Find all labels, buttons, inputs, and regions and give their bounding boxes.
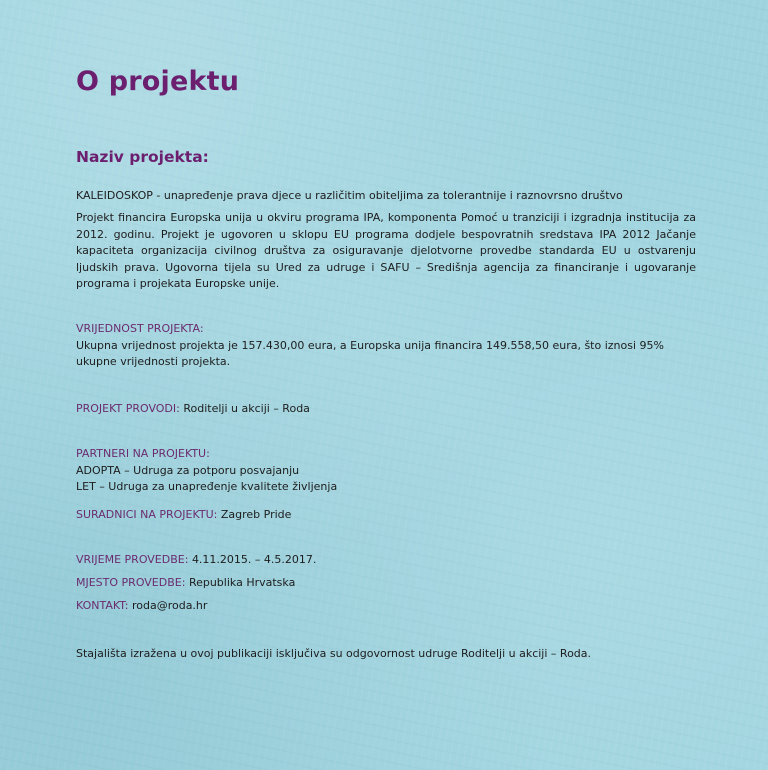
contact-label: KONTAKT: [76, 599, 129, 612]
duration-value: 4.11.2015. – 4.5.2017. [191, 553, 317, 566]
funding-paragraph: Projekt financira Europska unija u okviru programa IPA, komponenta Pomoć u tranziciji i izgradnja institucija za 2012. godinu. Projekt je ugovoren u sklopu EU programa dodjele bespovratnih sredstava IPA 2012 Jačanje kapaciteta organizacija civilnog društva za osiguravanje djelotvorne provedbe standarda EU u ostvarenju ljudskih prava. Ugovorna tijela su Ured za udruge i SAFU – Središnja agencija za financiranje i ugovaranje programa i projekata Europske unije. [76, 211, 696, 290]
disclaimer: Stajališta izražena u ovoj publikaciji isključiva su odgovornost udruge Roditelji u akciji – Roda. [76, 647, 592, 660]
location-label: MJESTO PROVEDBE: [76, 576, 186, 589]
partner-item: LET – Udruga za unapređenje kvalitete življenja [76, 480, 338, 493]
partners-section [76, 446, 696, 496]
collaborators-value: Zagreb Pride [220, 508, 292, 521]
section-heading: Naziv projekta: [76, 148, 209, 166]
implementer-section [76, 401, 696, 418]
duration-section [76, 552, 696, 569]
partner-item: ADOPTA – Udruga za potporu posvajanju [76, 463, 300, 477]
location-value: Republika Hrvatska [188, 576, 296, 589]
collaborators-label: SURADNICI NA PROJEKTU: [76, 508, 218, 521]
contact-section [76, 598, 696, 615]
partners-label: PARTNERI NA PROJEKTU: [76, 447, 210, 460]
location-section [76, 575, 696, 592]
implementer-value: Roditelji u akciji – Roda [183, 402, 310, 415]
page-title: O projektu [76, 66, 240, 97]
project-value-label: VRIJEDNOST PROJEKTA: [76, 322, 204, 335]
duration-label: VRIJEME PROVEDBE: [76, 553, 189, 566]
collaborators-section [76, 507, 696, 524]
project-value-section [76, 321, 696, 371]
project-name: KALEIDOSKOP - unapređenje prava djece u različitim obiteljima za tolerantnije i raznovrsno društvo [76, 189, 623, 202]
implementer-label: PROJEKT PROVODI: [76, 402, 180, 415]
contact-email-link[interactable]: roda@roda.hr [131, 599, 208, 612]
project-value-text: Ukupna vrijednost projekta je 157.430,00 eura, a Europska unija financira 149.558,50 eura, što iznosi 95% ukupne vrijednosti projekta. [76, 338, 664, 368]
